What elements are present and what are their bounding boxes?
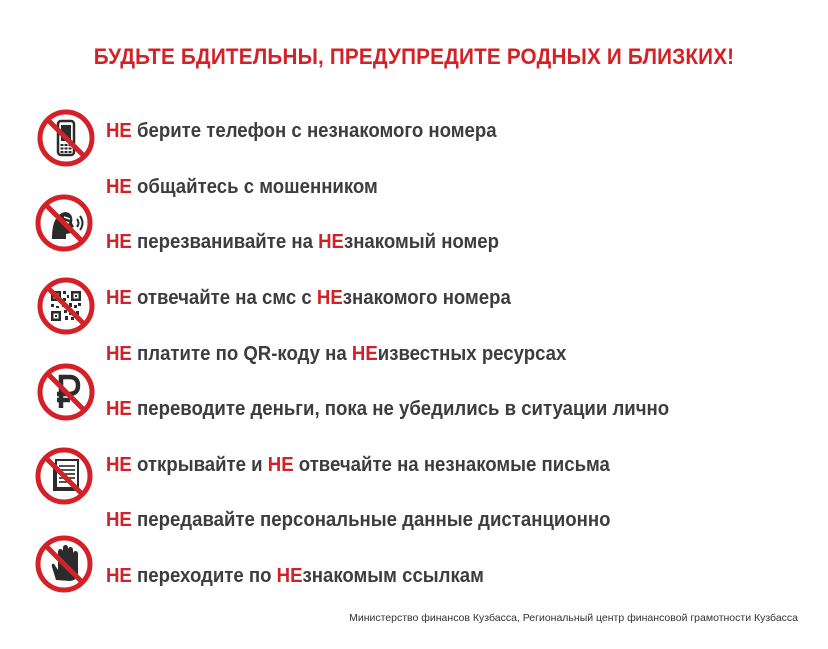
ne-prefix: НЕ [267,454,294,476]
rule-text: переходите по [131,565,277,587]
rule-line [106,120,497,143]
rule-text: платите по QR-коду на [131,343,352,365]
rule-line [106,231,499,254]
ruble-prohibited-icon [36,362,96,422]
ne-prefix: НЕ [106,509,132,531]
rule-text: берите телефон с незнакомого номера [131,120,497,142]
rule-text: передавайте персональные данные дистанционно [131,509,611,531]
ne-prefix: НЕ [106,398,132,420]
rule-text: известных ресурсах [377,343,567,365]
ne-prefix: НЕ [106,120,132,142]
ne-prefix: НЕ [106,565,132,587]
rule-text: знакомого номера [342,287,511,309]
ne-prefix: НЕ [316,287,343,309]
rule-line [106,454,610,477]
rule-line [106,287,511,310]
page-title: БУДЬТЕ БДИТЕЛЬНЫ, ПРЕДУПРЕДИТЕ РОДНЫХ И БЛИЗКИХ! [93,44,735,69]
ne-prefix: НЕ [106,287,132,309]
rule-line [106,509,611,532]
letter-prohibited-icon [34,446,94,506]
hand-stop-prohibited-icon [34,534,94,594]
rule-text: переводите деньги, пока не убедились в ситуации лично [131,398,670,420]
rule-text: отвечайте на незнакомые письма [293,454,610,476]
rule-text: отвечайте на смс с [131,287,317,309]
ne-prefix: НЕ [106,231,132,253]
qr-code-prohibited-icon [36,276,96,336]
ne-prefix: НЕ [106,176,132,198]
ne-prefix: НЕ [351,343,378,365]
ne-prefix: НЕ [106,454,132,476]
footer-credits: Министерство финансов Кузбасса, Региональный центр финансовой грамотности Кузбасса [349,612,798,624]
rule-line [106,343,566,366]
talking-person-prohibited-icon [34,193,94,253]
ne-prefix: НЕ [318,231,344,253]
rule-text: знакомым ссылкам [302,565,484,587]
rule-line [106,565,484,588]
rule-line [106,176,378,199]
ne-prefix: НЕ [276,565,303,587]
rule-text: общайтесь с мошенником [131,176,378,198]
phone-prohibited-icon [36,108,96,168]
rule-text: перезванивайте на [131,231,319,253]
rule-text: открывайте и [131,454,268,476]
ne-prefix: НЕ [106,343,132,365]
rule-text: знакомый номер [343,231,500,253]
rule-line [106,398,669,421]
